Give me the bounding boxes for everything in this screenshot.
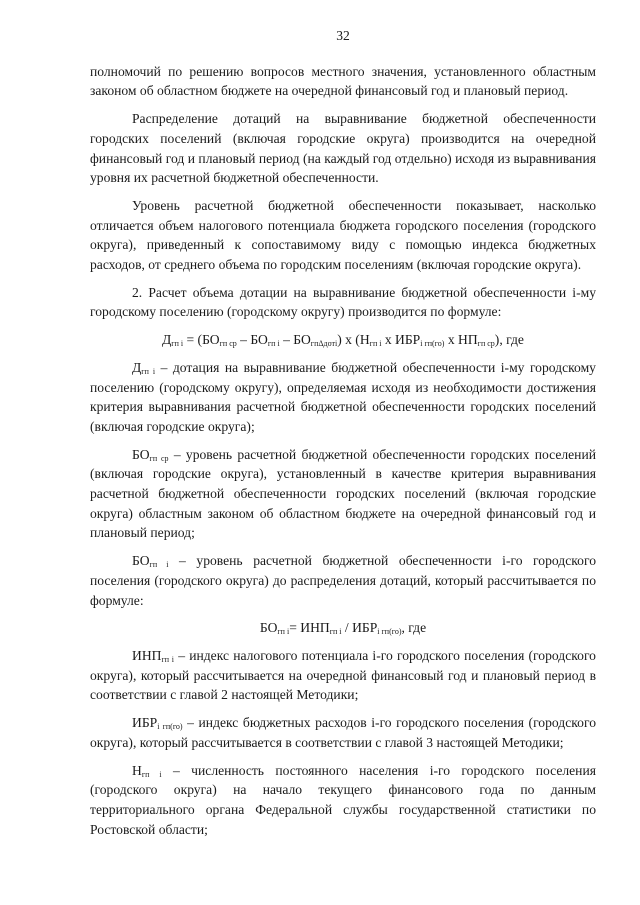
page-number: 32 [336, 28, 350, 43]
paragraph-continuation: полномочий по решению вопросов местного значения, установленного областным законом об областном бюджете на очередной финансовый год и плановый период. [90, 63, 596, 99]
paragraph-distribution: Распределение дотаций на выравнивание бюджетной обеспеченности городских поселений (включая городские округа) производится на очередной финансовый год и плановый период (на каждый год отдельно) исходя из выравнивания уровня их расчетной бюджетной обеспеченности. [90, 111, 596, 186]
definition-d: $Д_{гп i}$ – дотация на выравнивание бюджетной обеспеченности i-му городскому поселению (городскому округу), определяемая исходя из необходимости достижения критерия выравнивания расчетной бюджетной обеспеченности городских поселений (включая городские округа); [90, 359, 596, 434]
formula-subsidy: $Д_{гп i} = (БО_{гп ср} - БО_{гп i} - БО_{гп\Delta дотi})$ х ($Н_{гп i}$ х $ИБР_{i гп(го)}$ х $НП_{гп ср}$), где [162, 332, 524, 349]
definition-bo-i: $БО_{гп i}$ – уровень расчетной бюджетной обеспеченности i-го городского поселения (городского округа) до распределения дотаций, который рассчитывается по формуле: [90, 553, 596, 608]
definition-n: $Н_{гп i}$ – численность постоянного населения i-го городского поселения (городского округа) на начало текущего финансового года по данным территориального органа Федеральной службы государственной статистики по Ростовской области; [90, 762, 596, 837]
paragraph-calculation: 2. Расчет объема дотации на выравнивание бюджетной обеспеченности i-му городскому поселению (городскому округу) производится по формуле: [90, 284, 596, 320]
definition-ibr: $ИБР_{i гп(го)}$ – индекс бюджетных расходов i-го городского поселения (городского округа), который рассчитывается в соответствии с главой 3 настоящей Методики; [90, 715, 596, 750]
definition-bo-avg: $БО_{гп ср}$ – уровень расчетной бюджетной обеспеченности городских поселений (включая городские округа), установленный в качестве критерия выравнивания расчетной бюджетной обеспеченности городских поселений (включая городские округа) областным законом об областном бюджете на очередной финансовый год и плановый период; [90, 446, 596, 541]
definition-inp: $ИНП_{гп i}$ – индекс налогового потенциала i-го городского поселения (городского округа), который рассчитывается на очередной финансовый год и плановый период в соответствии с главой 2 настоящей Методики; [90, 647, 596, 703]
formula-bo: $БО_{гп i}= ИНП_{гп i} / ИБР_{i гп(го)}$, где [259, 620, 427, 637]
paragraph-level: Уровень расчетной бюджетной обеспеченности показывает, насколько отличается объем налогового потенциала бюджета городского поселения (городского округа), приведенный к сопоставимому виду с помощью индекса бюджетных расходов, от среднего объема по городским поселениям (включая городские округа). [90, 197, 596, 273]
